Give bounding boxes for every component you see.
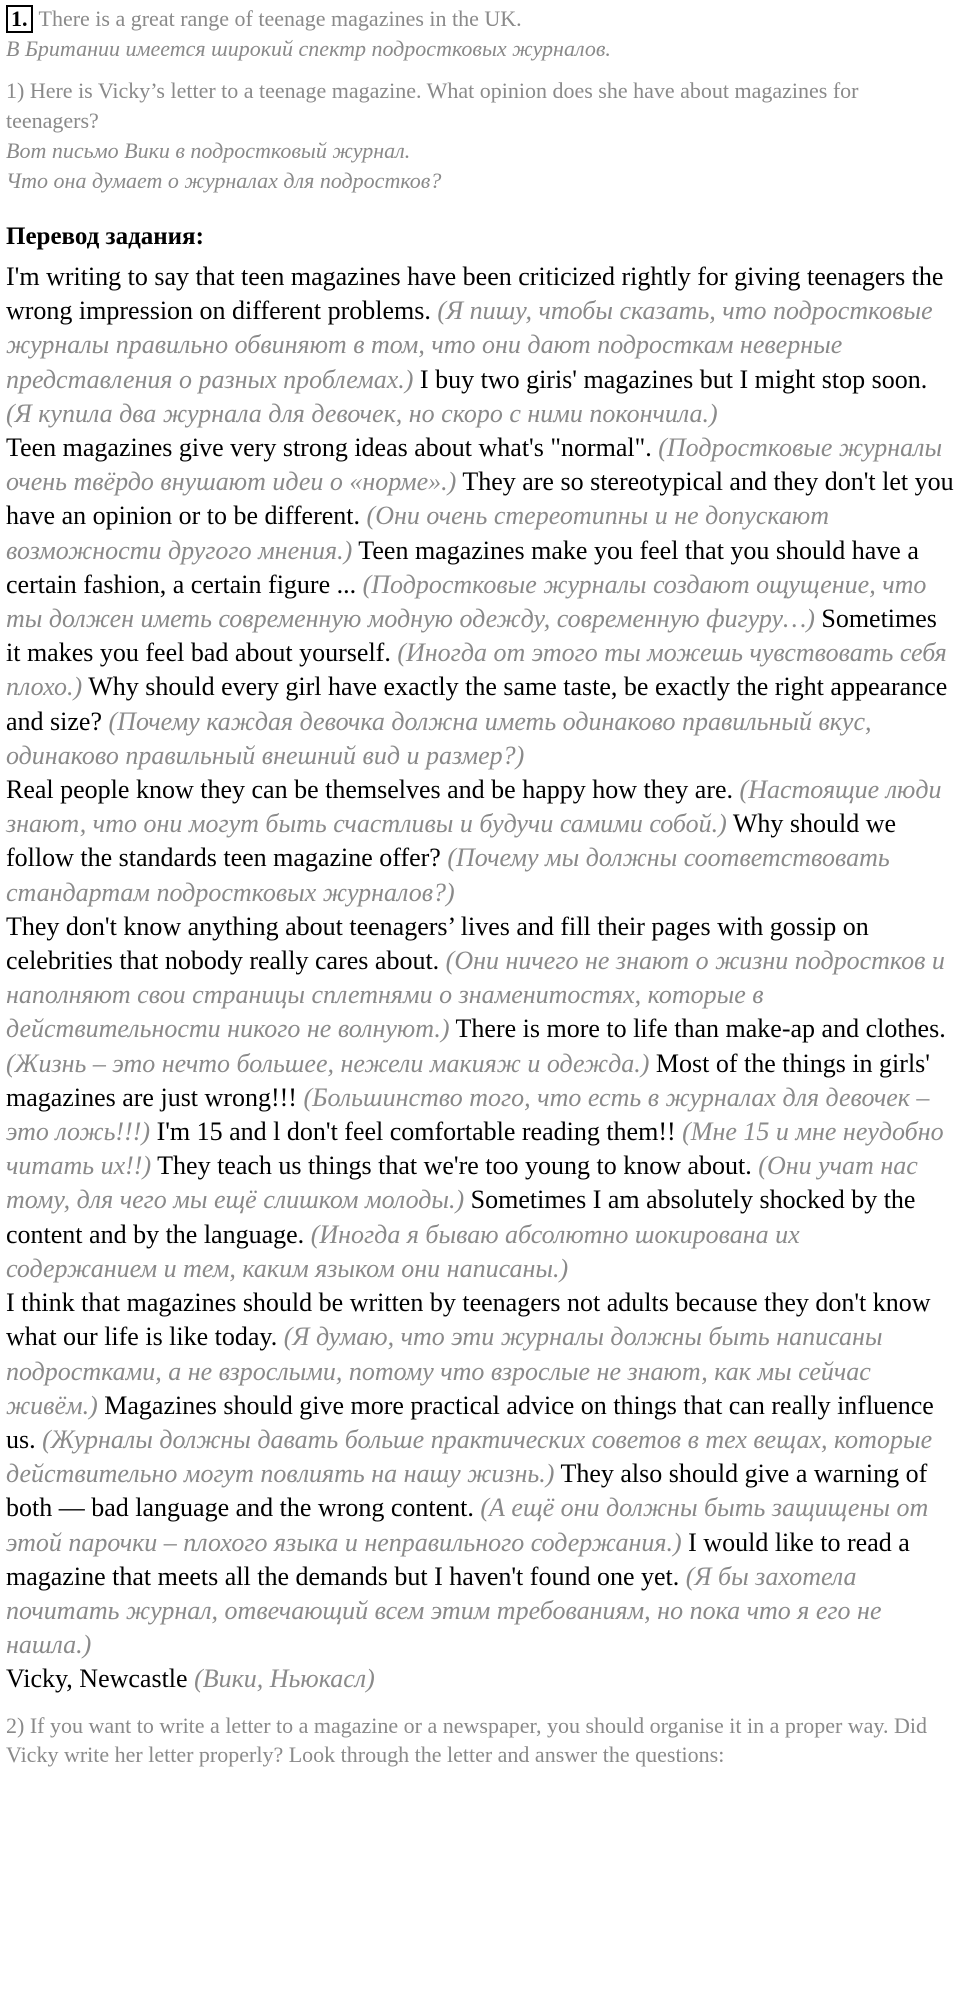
question-1-en: 1) Here is Vicky’s letter to a teenage magazine. What opinion does she have about magazines for teenagers? <box>6 78 859 133</box>
sentence-translation-ru: (Подростковые журналы очень твёрдо внушают идеи о «норме».) <box>6 433 943 497</box>
question-2-en: 2) If you want to write a letter to a magazine or a newspaper, you should organise it in a proper way. Did Vicky write her letter properly? Look through the letter and answer the questions: <box>6 1712 928 1767</box>
sentence-translation-ru: (Иногда от этого ты можешь чувствовать себя плохо.) <box>6 638 947 702</box>
question-1-ru-2: Что она думает о журналах для подростков? <box>6 168 442 193</box>
task-intro-en: There is a great range of teenage magazines in the UK. <box>38 6 522 31</box>
sentence-translation-ru: (Настоящие люди знают, что они могут быть счастливы и будучи самими собой.) <box>6 775 942 839</box>
sentence-translation-ru: (Я бы захотела почитать журнал, отвечающий всем этим требованиям, но пока что я его не нашла.) <box>6 1561 882 1660</box>
sentence-en: Sometimes it makes you feel bad about yourself. <box>6 604 937 668</box>
sentence-translation-ru: (Я думаю, что эти журналы должны быть написаны подростками, а не взрослыми, потому что взрослые не знают, как мы сейчас живём.) <box>6 1322 883 1420</box>
sentence-en: Real people know they can be themselves and be happy how they are. <box>6 775 734 805</box>
letter-signature <box>6 1662 954 1696</box>
sentence-translation-ru: (Они ничего не знают о жизни подростков и наполняют свои страницы сплетнями о знаменитостях, которые в действительности никого не волнуют.) <box>6 946 945 1044</box>
task-intro-ru: В Британии имеется широкий спектр подростковых журналов. <box>6 36 611 61</box>
letter-body <box>6 260 954 1697</box>
sentence-en: Why should we follow the standards teen magazine offer? <box>6 809 897 873</box>
question-1-ru-1: Вот письмо Вики в подростковый журнал. <box>6 138 411 163</box>
letter-paragraph <box>6 260 954 431</box>
sentence-en: They don't know anything about teenagers’ lives and fill their pages with gossip on celebrities that nobody really cares about. <box>6 911 869 976</box>
sentence-en: They are so stereotypical and they don't let you have an opinion or to be different. <box>6 467 954 531</box>
signature-ru: (Вики, Ньюкасл) <box>194 1664 375 1694</box>
signature-en: Vicky, Newcastle <box>6 1664 188 1694</box>
sentence-translation-ru: (Иногда я бываю абсолютно шокирована их содержанием и тем, каким языком они написаны.) <box>6 1219 800 1283</box>
sentence-translation-ru: (Подростковые журналы создают ощущение, что ты должен иметь современную модную одежду, современную фигуру…) <box>6 569 927 634</box>
sentence-en: I'm 15 and l don't feel comfortable reading them!! <box>156 1117 676 1147</box>
sentence-en: Magazines should give more practical advice on things that can really influence us. <box>6 1390 934 1454</box>
sentence-en: Teen magazines make you feel that you should have a certain fashion, a certain figure ... <box>6 535 919 599</box>
letter-paragraph <box>6 910 954 1286</box>
sentence-en: They teach us things that we're too young to know about. <box>157 1151 752 1181</box>
sentence-en: I buy two giris' magazines but I might stop soon. <box>419 364 928 394</box>
sentence-en: Why should every girl have exactly the same taste, be exactly the right appearance and size? <box>6 672 948 736</box>
sentence-en: I would like to read a magazine that meets all the demands but I haven't found one yet. <box>6 1527 910 1591</box>
translation-heading: Перевод задания: <box>6 223 204 250</box>
sentence-translation-ru: (Они очень стереотипны и не допускают возможности другого мнения.) <box>6 501 829 565</box>
sentence-en: There is more to life than make-ap and clothes. <box>455 1014 946 1044</box>
sentence-translation-ru: (Журналы должны давать больше практических советов в тех вещах, которые действительно могут повлиять на нашу жизнь.) <box>6 1424 933 1489</box>
sentence-en: Sometimes I am absolutely shocked by the content and by the language. <box>6 1185 916 1249</box>
sentence-translation-ru: (Большинство того, что есть в журналах для девочек – это ложь!!!) <box>6 1082 930 1147</box>
letter-paragraph <box>6 431 954 773</box>
sentence-translation-ru: (Почему каждая девочка должна иметь одинаково правильный вкус, одинаково правильный внешний вид и размер?) <box>6 706 872 770</box>
sentence-en: I think that magazines should be written by teenagers not adults because they don't know what our life is like today. <box>6 1288 931 1352</box>
sentence-en: They also should give a warning of both — bad language and the wrong content. <box>6 1459 928 1523</box>
sentence-translation-ru: (Они учат нас тому, для чего мы ещё слишком молоды.) <box>6 1151 918 1215</box>
sentence-translation-ru: (Почему мы должны соответствовать стандартам подростковых журналов?) <box>6 843 890 907</box>
letter-paragraph <box>6 1286 954 1662</box>
sentence-translation-ru: (А ещё они должны быть защищены от этой парочки – плохого языка и неправильного содержания.) <box>6 1493 929 1557</box>
sentence-translation-ru: (Я пишу, чтобы сказать, что подростковые журналы правильно обвиняют в том, что они дают подросткам неверные представления о разных проблемах.) <box>6 296 933 394</box>
sentence-en: Teen magazines give very strong ideas about what's "normal". <box>6 433 652 463</box>
letter-paragraph <box>6 773 954 910</box>
sentence-translation-ru: (Мне 15 и мне неудобно читать их!!) <box>6 1117 944 1181</box>
task-intro <box>6 4 954 34</box>
task-number: 1. <box>6 5 33 33</box>
sentence-translation-ru: (Жизнь – это нечто большее, нежели макияж и одежда.) <box>6 1048 650 1078</box>
sentence-en: I'm writing to say that teen magazines have been criticized rightly for giving teenagers the wrong impression on different problems. <box>6 262 944 326</box>
sentence-en: Most of the things in girls' magazines are just wrong!!! <box>6 1048 930 1112</box>
sentence-translation-ru: (Я купила два журнала для девочек, но скоро с ними покончила.) <box>6 398 718 428</box>
